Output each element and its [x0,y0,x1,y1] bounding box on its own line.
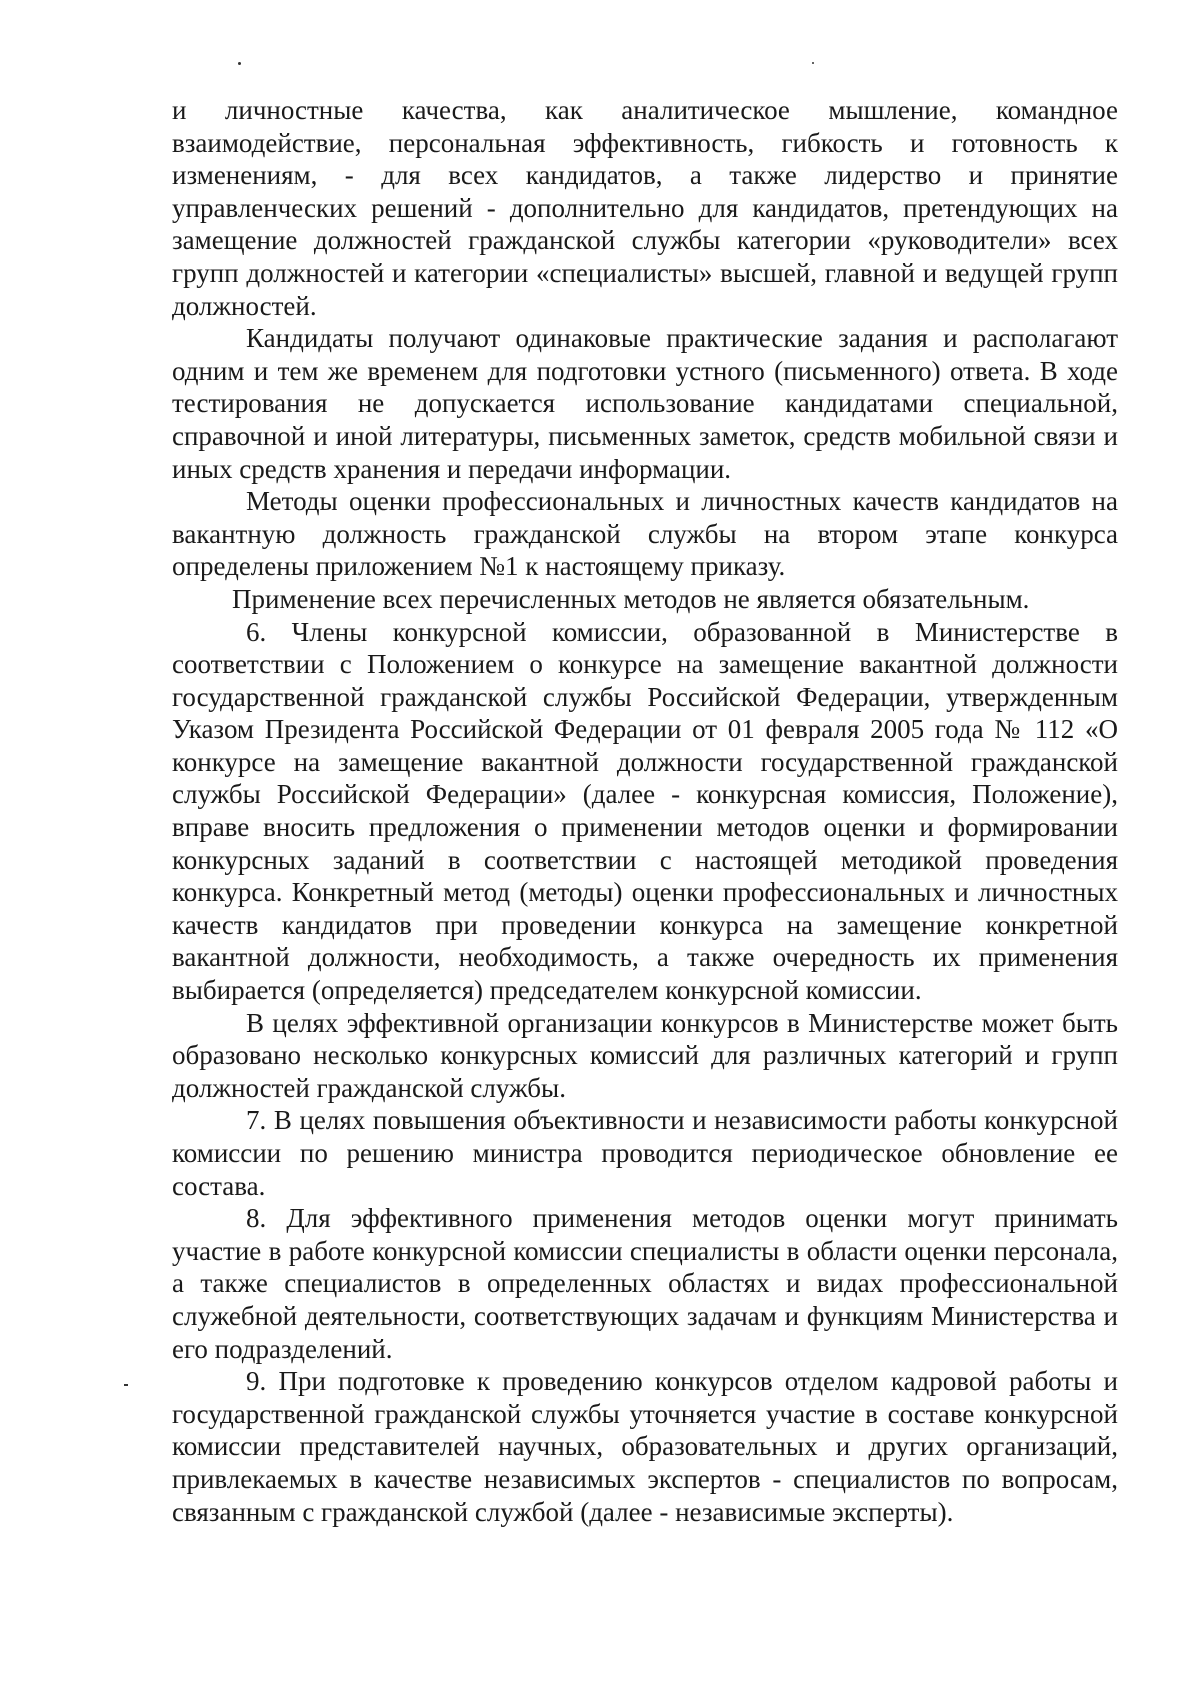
paragraph-multiple-commissions: В целях эффективной организации конкурсов в Министерстве может быть образовано несколько конкурсных комиссий для различных категорий и групп должностей гражданской службы. [172,1007,1118,1103]
paragraph-item-7: 7. В целях повышения объективности и независимости работы конкурсной комиссии по решению министра проводится периодическое обновление ее состава. [172,1105,1118,1201]
document-body [172,94,1118,1528]
scan-speck [238,62,241,65]
paragraph-continuation: и личностные качества, как аналитическое мышление, командное взаимодействие, персональная эффективность, гибкость и готовность к изменениям, - для всех кандидатов, а также лидерство и принятие управленческих решений - дополнительно для кандидатов, претендующих на замещение должностей гражданской службы категории «руководители» всех групп должностей и категории «специалисты» высшей, главной и ведущей групп должностей. [172,95,1118,321]
scan-speck [124,1384,128,1386]
paragraph-item-9: 9. При подготовке к проведению конкурсов отделом кадровой работы и государственной гражданской службы уточняется участие в составе конкурсной комиссии представителей научных, образовательных и других организаций, привлекаемых в качестве независимых экспертов - специалистов по вопросам, связанным с гражданской службой (далее - независимые эксперты). [172,1366,1118,1527]
scan-speck [812,62,814,64]
paragraph-item-6: 6. Члены конкурсной комиссии, образованной в Министерстве в соответствии с Положением о конкурсе на замещение вакантной должности государственной гражданской службы Российской Федерации, утвержденным Указом Президента Российской Федерации от 01 февраля 2005 года № 112 «О конкурсе на замещение вакантной должности государственной гражданской службы Российской Федерации» (далее - конкурсная комиссия, Положение), вправе вносить предложения о применении методов оценки и формировании конкурсных заданий в соответствии с настоящей методикой проведения конкурса. Конкретный метод (методы) оценки профессиональных и личностных качеств кандидатов при проведении конкурса на замещение конкретной вакантной должности, необходимость, а также очередность их применения выбирается (определяется) председателем конкурсной комиссии. [172,616,1118,1006]
paragraph-methods-optional: Применение всех перечисленных методов не является обязательным. [232,583,1030,614]
paragraph-evaluation-methods: Методы оценки профессиональных и личностных качеств кандидатов на вакантную должность гражданской службы на втором этапе конкурса определены приложением №1 к настоящему приказу. [172,486,1118,582]
paragraph-item-8: 8. Для эффективного применения методов оценки могут принимать участие в работе конкурсной комиссии специалисты в области оценки персонала, а также специалистов в определенных областях и видах профессиональной служебной деятельности, соответствующих задачам и функциям Министерства и его подразделений. [172,1203,1118,1364]
paragraph-candidates-tasks: Кандидаты получают одинаковые практические задания и располагают одним и тем же временем для подготовки устного (письменного) ответа. В ходе тестирования не допускается использование кандидатами специальной, справочной и иной литературы, письменных заметок, средств мобильной связи и иных средств хранения и передачи информации. [172,323,1118,484]
